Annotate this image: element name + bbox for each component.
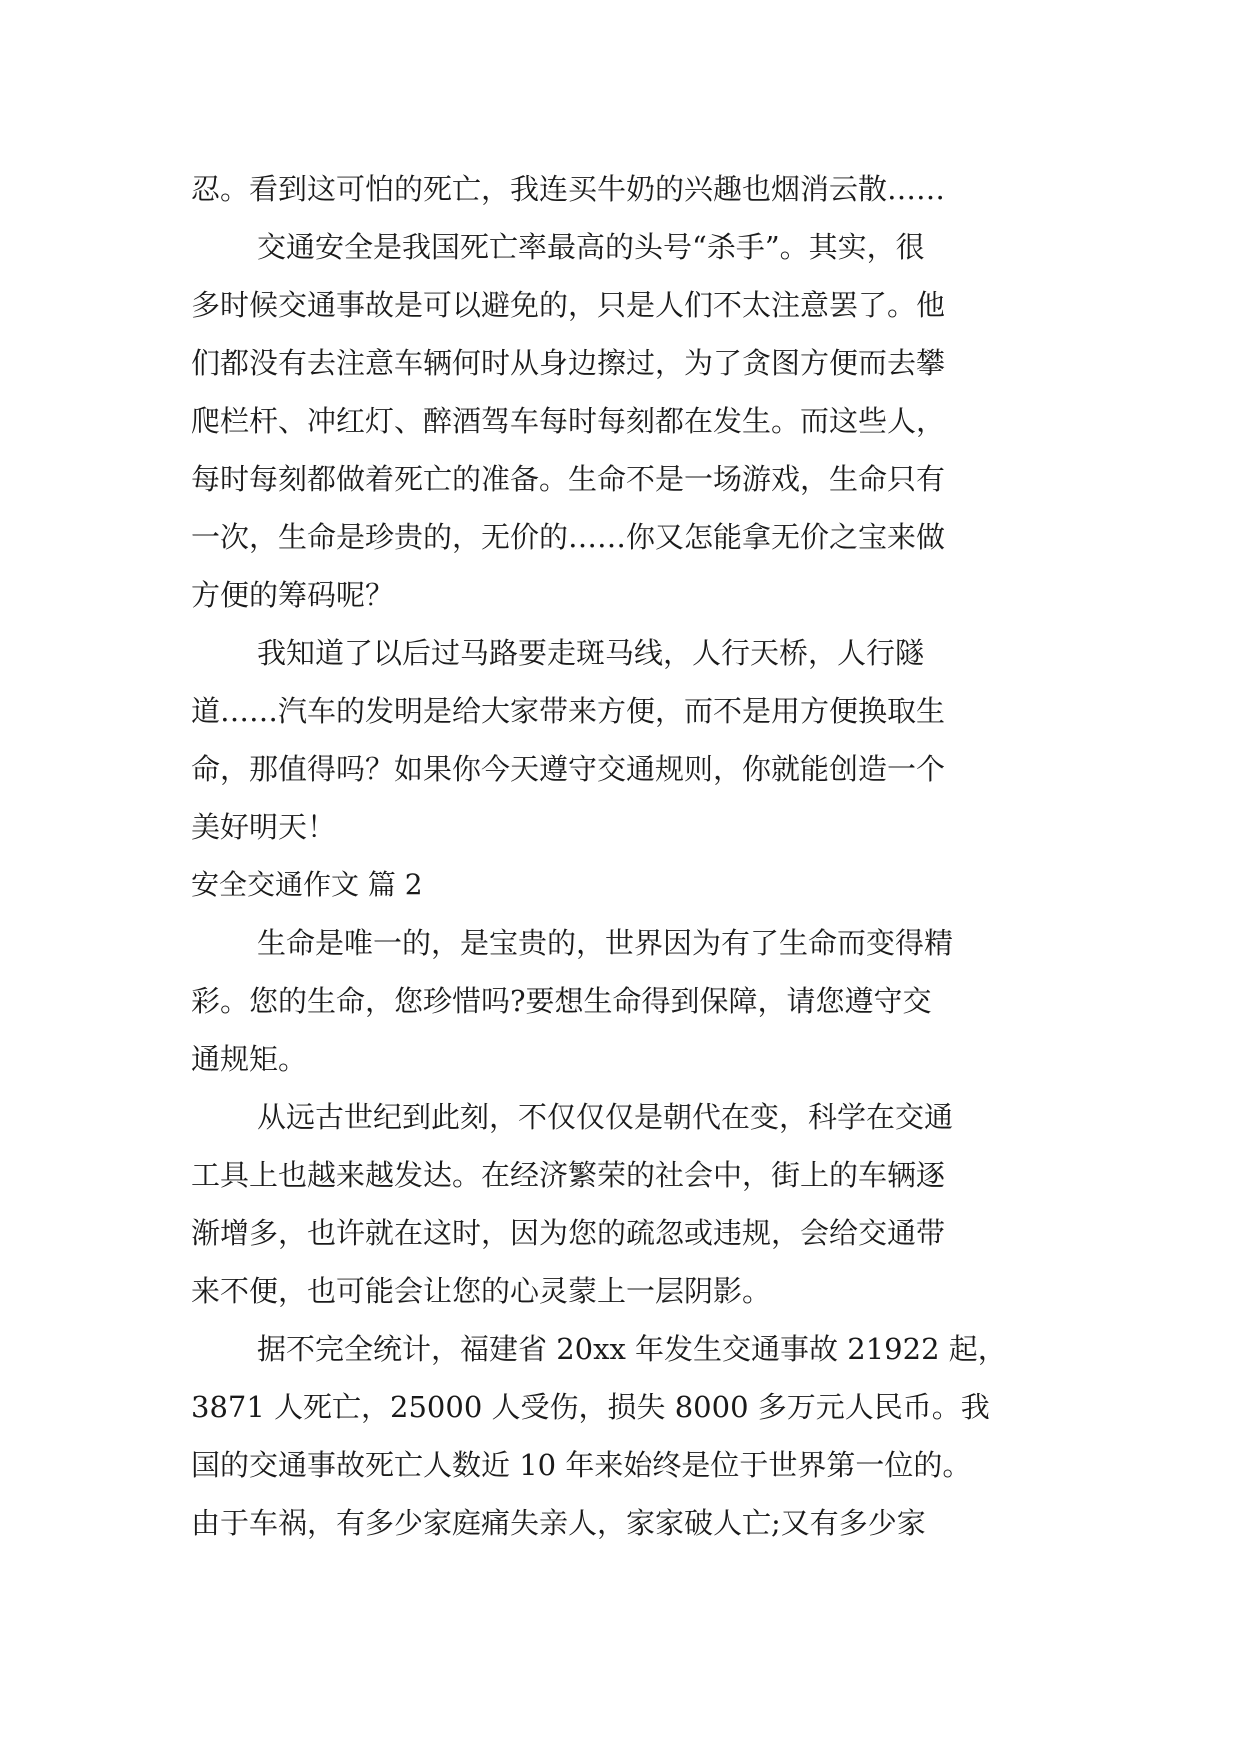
text-line: 命，那值得吗？如果你今天遵守交通规则，你就能创造一个 — [191, 752, 946, 786]
text-line: 交通安全是我国死亡率最高的头号“杀手”。其实，很 — [257, 230, 925, 264]
text-line: 国的交通事故死亡人数近 10 年来始终是位于世界第一位的。 — [191, 1448, 972, 1482]
text-line: 3871 人死亡，25000 人受伤，损失 8000 多万元人民币。我 — [191, 1390, 990, 1424]
text-line: 彩。您的生命，您珍惜吗?要想生命得到保障，请您遵守交 — [191, 984, 932, 1018]
text-line: 每时每刻都做着死亡的准备。生命不是一场游戏，生命只有 — [191, 462, 946, 496]
text-line: 由于车祸，有多少家庭痛失亲人，家家破人亡;又有多少家 — [191, 1506, 926, 1540]
text-line: 们都没有去注意车辆何时从身边擦过，为了贪图方便而去攀 — [191, 346, 946, 380]
text-line: 我知道了以后过马路要走斑马线，人行天桥，人行隧 — [257, 636, 925, 670]
text-line: 道……汽车的发明是给大家带来方便，而不是用方便换取生 — [191, 694, 946, 728]
text-line: 爬栏杆、冲红灯、醉酒驾车每时每刻都在发生。而这些人， — [191, 404, 946, 438]
text-line: 从远古世纪到此刻，不仅仅仅是朝代在变，科学在交通 — [257, 1100, 954, 1134]
text-line: 渐增多，也许就在这时，因为您的疏忽或违规，会给交通带 — [191, 1216, 946, 1250]
text-line: 生命是唯一的，是宝贵的，世界因为有了生命而变得精 — [257, 926, 954, 960]
text-line: 多时候交通事故是可以避免的，只是人们不太注意罢了。他 — [191, 288, 946, 322]
text-line: 通规矩。 — [191, 1042, 308, 1076]
document-body — [191, 160, 1071, 1552]
text-line: 来不便，也可能会让您的心灵蒙上一层阴影。 — [191, 1274, 772, 1308]
text-line: 据不完全统计，福建省 20xx 年发生交通事故 21922 起， — [257, 1332, 1007, 1366]
text-line: 美好明天！ — [191, 810, 337, 844]
text-line: 方便的筹码呢？ — [191, 578, 395, 612]
section-heading: 安全交通作文 篇 2 — [191, 868, 423, 901]
text-line: 工具上也越来越发达。在经济繁荣的社会中，街上的车辆逐 — [191, 1158, 946, 1192]
text-line: 一次，生命是珍贵的，无价的……你又怎能拿无价之宝来做 — [191, 520, 946, 554]
text-line: 忍。看到这可怕的死亡，我连买牛奶的兴趣也烟消云散…… — [191, 172, 946, 206]
